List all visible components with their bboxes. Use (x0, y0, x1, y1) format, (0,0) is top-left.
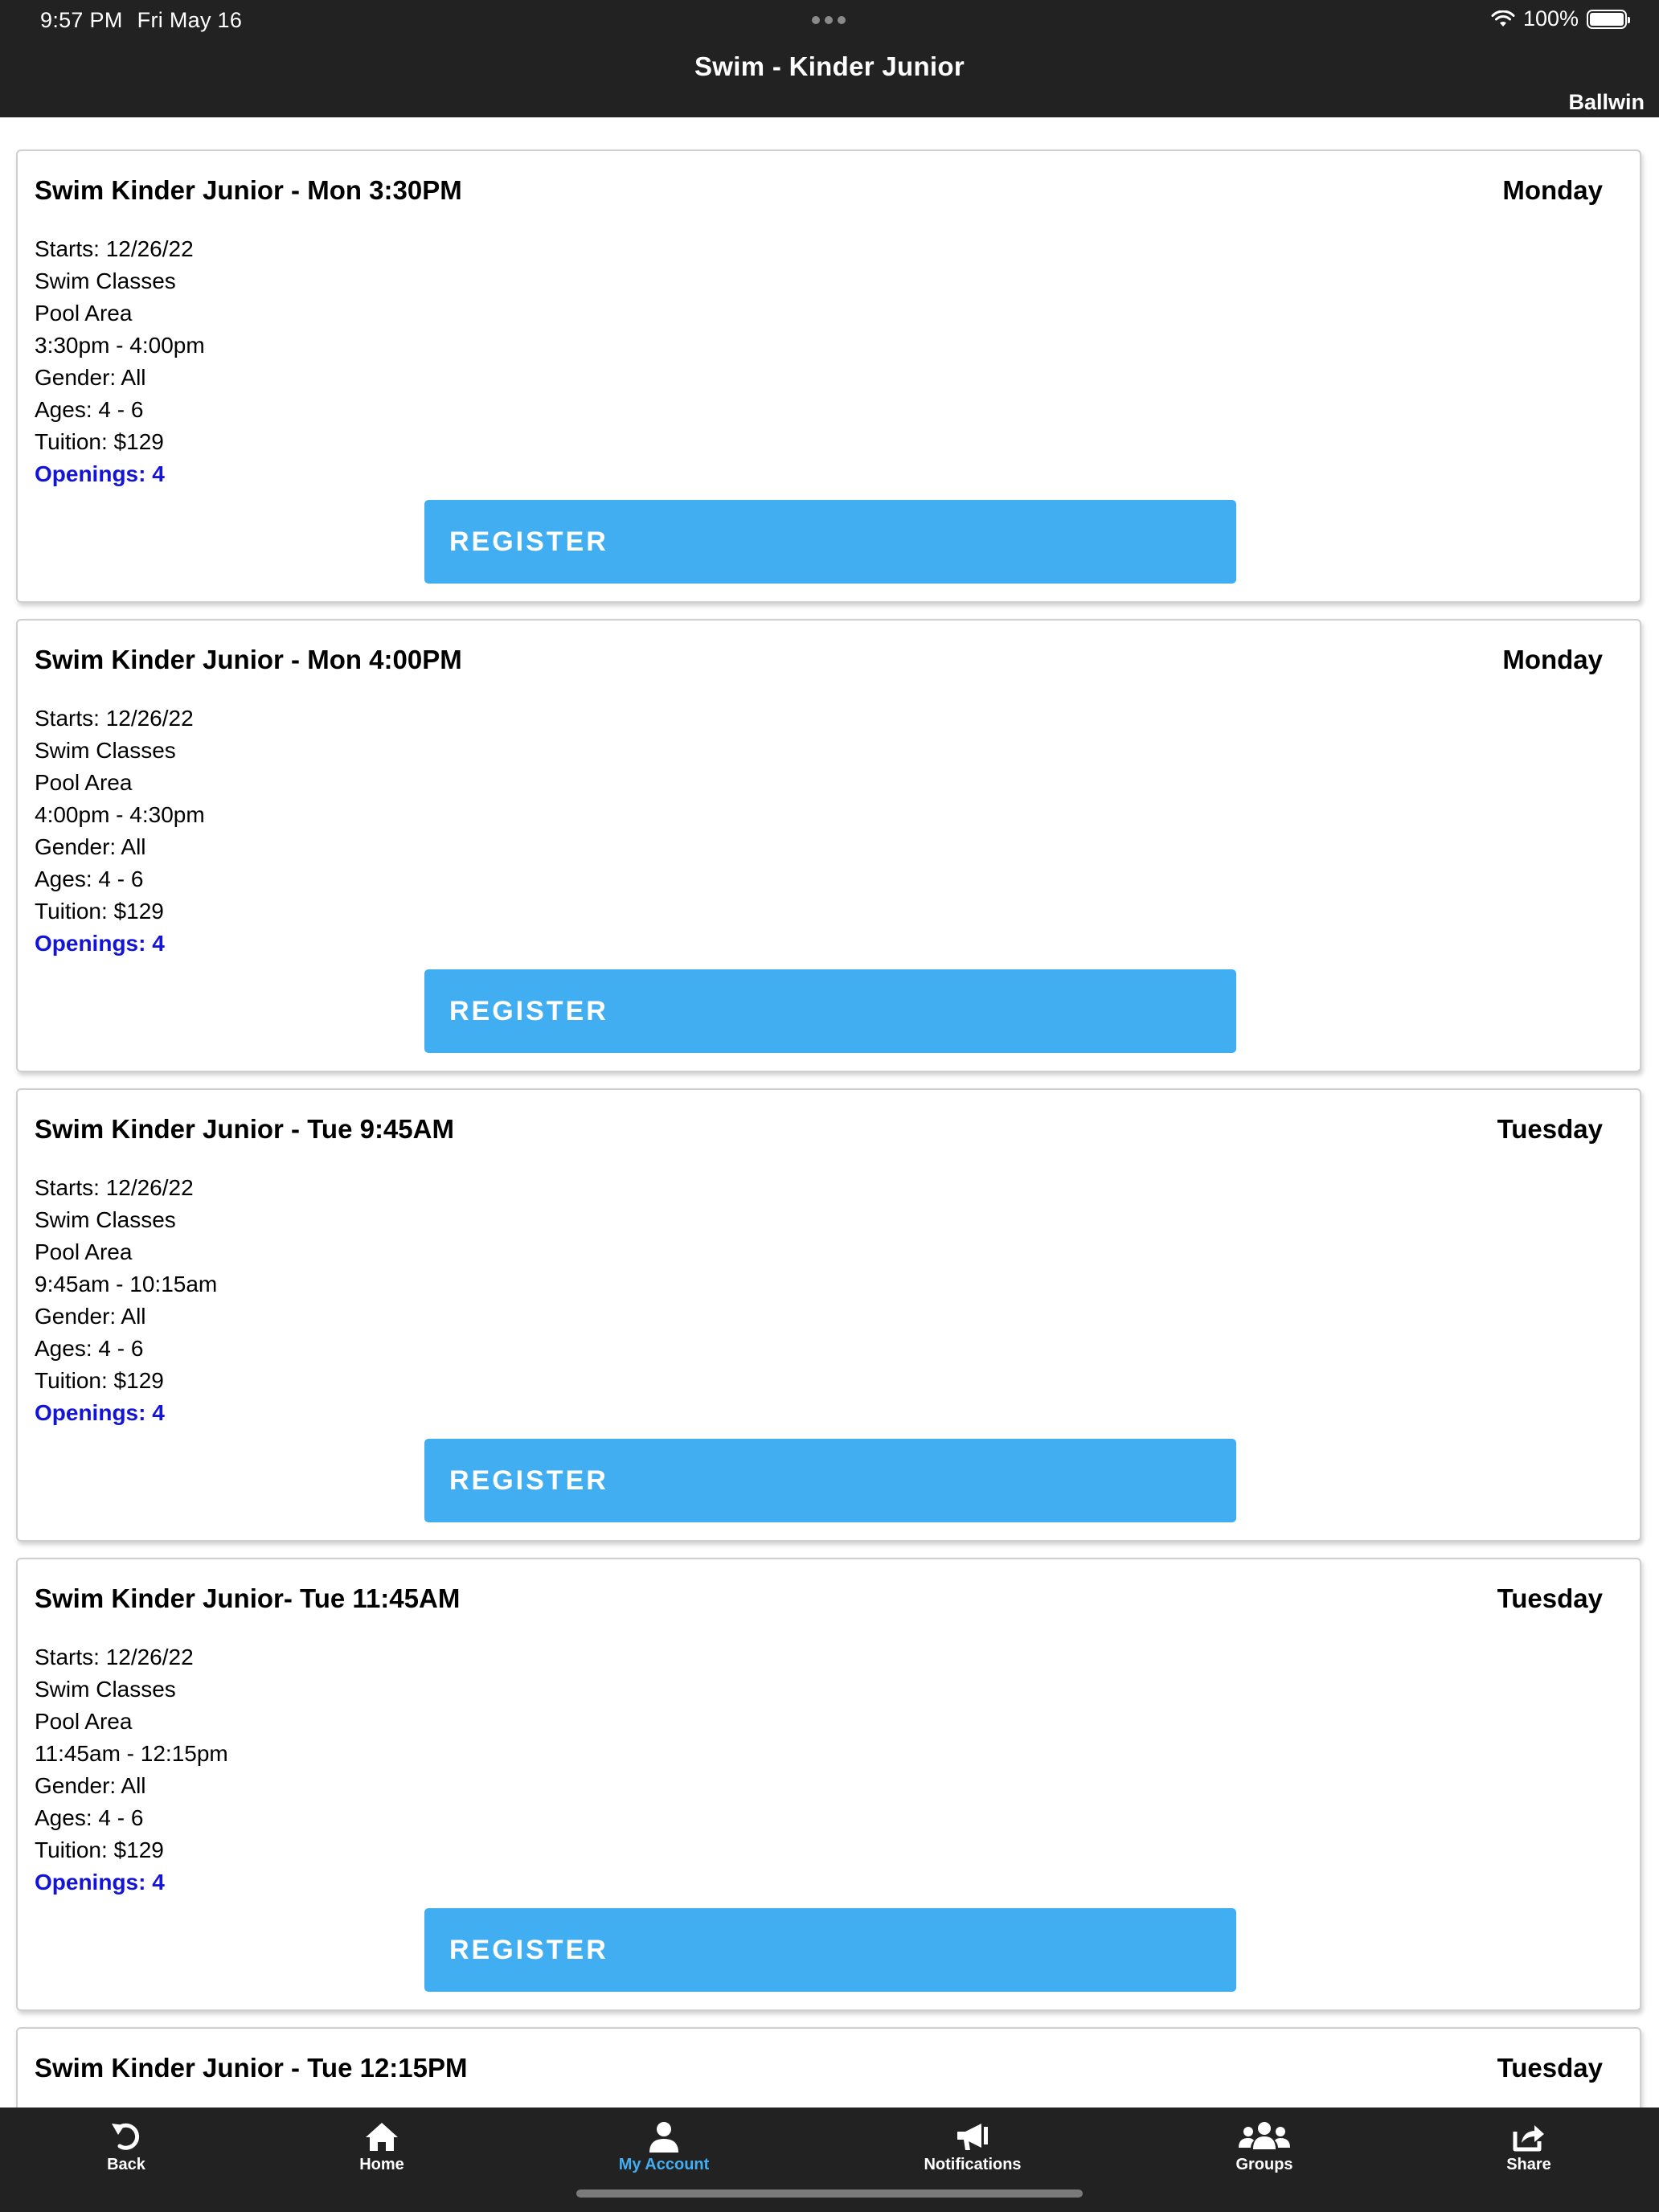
register-button[interactable]: REGISTER (424, 1908, 1236, 1992)
register-button[interactable]: REGISTER (424, 1439, 1236, 1522)
class-start-date: Starts: 12/26/22 (35, 1645, 194, 1669)
class-list[interactable] (0, 117, 1659, 2108)
share-icon (1510, 2120, 1547, 2153)
class-card (16, 619, 1641, 1072)
class-day: Monday (1502, 645, 1603, 674)
tab-back[interactable] (38, 2120, 215, 2174)
class-title: Swim Kinder Junior - Mon 4:00PM (35, 645, 462, 674)
class-card (16, 1088, 1641, 1542)
multitasking-dots-icon[interactable] (812, 16, 846, 24)
class-openings: Openings: 4 (35, 1870, 165, 1895)
tab-notifications[interactable] (884, 2120, 1061, 2174)
battery-percent: 100% (1522, 6, 1579, 31)
class-tuition: Tuition: $129 (35, 1837, 164, 1862)
app-header (0, 0, 1659, 117)
class-day: Tuesday (1497, 1583, 1603, 1613)
class-gender: Gender: All (35, 365, 146, 390)
home-indicator[interactable] (576, 2189, 1083, 2198)
class-ages: Ages: 4 - 6 (35, 397, 144, 422)
class-details (35, 233, 205, 490)
class-card (16, 150, 1641, 603)
class-category: Swim Classes (35, 1677, 176, 1702)
class-day: Tuesday (1497, 1114, 1603, 1144)
battery-icon (1587, 10, 1627, 29)
status-time: 9:57 PM (40, 8, 123, 32)
class-openings: Openings: 4 (35, 1400, 165, 1425)
tab-label-notifications: Notifications (924, 2156, 1022, 2173)
class-card (16, 1558, 1641, 2011)
class-details (35, 1172, 217, 1429)
class-tuition: Tuition: $129 (35, 899, 164, 924)
tab-groups[interactable] (1176, 2120, 1353, 2174)
groups-icon (1238, 2120, 1291, 2153)
class-gender: Gender: All (35, 1773, 146, 1798)
class-time: 9:45am - 10:15am (35, 1272, 218, 1296)
class-openings: Openings: 4 (35, 461, 165, 486)
class-title: Swim Kinder Junior - Tue 9:45AM (35, 1114, 454, 1144)
class-location: Pool Area (35, 301, 133, 326)
class-location: Pool Area (35, 770, 133, 795)
class-start-date: Starts: 12/26/22 (35, 236, 194, 261)
tab-label-account: My Account (618, 2156, 710, 2173)
class-title: Swim Kinder Junior- Tue 11:45AM (35, 1583, 461, 1613)
status-time-date (40, 8, 242, 33)
tab-label-share: Share (1506, 2156, 1551, 2173)
class-time: 11:45am - 12:15pm (35, 1741, 228, 1766)
class-ages: Ages: 4 - 6 (35, 1805, 144, 1830)
class-start-date: Starts: 12/26/22 (35, 706, 194, 731)
class-gender: Gender: All (35, 834, 146, 859)
tab-label-groups: Groups (1235, 2156, 1293, 2173)
class-category: Swim Classes (35, 268, 176, 293)
class-title: Swim Kinder Junior - Mon 3:30PM (35, 175, 462, 205)
class-tuition: Tuition: $129 (35, 429, 164, 454)
class-day: Monday (1502, 175, 1603, 205)
class-gender: Gender: All (35, 1304, 146, 1329)
class-tuition: Tuition: $129 (35, 1368, 164, 1393)
status-date: Fri May 16 (137, 8, 243, 32)
register-button[interactable]: REGISTER (424, 500, 1236, 584)
class-details (35, 703, 205, 960)
page-title: Swim - Kinder Junior (694, 51, 965, 81)
tab-label-home: Home (359, 2156, 404, 2173)
class-category: Swim Classes (35, 1207, 176, 1232)
tab-my-account[interactable] (576, 2120, 752, 2174)
tab-label-back: Back (107, 2156, 145, 2173)
class-ages: Ages: 4 - 6 (35, 866, 144, 891)
class-details (35, 1641, 228, 1899)
megaphone-icon (954, 2120, 991, 2153)
class-time: 3:30pm - 4:00pm (35, 333, 205, 358)
location-label: Ballwin (1568, 90, 1645, 114)
tab-home[interactable] (293, 2120, 470, 2174)
register-button[interactable]: REGISTER (424, 969, 1236, 1053)
class-category: Swim Classes (35, 738, 176, 763)
back-icon (109, 2120, 144, 2153)
class-start-date: Starts: 12/26/22 (35, 1175, 194, 1200)
class-ages: Ages: 4 - 6 (35, 1336, 144, 1361)
class-openings: Openings: 4 (35, 931, 165, 956)
home-icon (363, 2120, 400, 2153)
class-title: Swim Kinder Junior - Tue 12:15PM (35, 2053, 468, 2083)
class-card (16, 2027, 1641, 2108)
class-day: Tuesday (1497, 2053, 1603, 2083)
class-location: Pool Area (35, 1709, 133, 1734)
tab-share[interactable] (1440, 2120, 1617, 2174)
wifi-icon (1491, 10, 1515, 28)
status-indicators (1491, 6, 1627, 31)
class-location: Pool Area (35, 1239, 133, 1264)
class-time: 4:00pm - 4:30pm (35, 802, 205, 827)
user-icon (645, 2120, 682, 2153)
